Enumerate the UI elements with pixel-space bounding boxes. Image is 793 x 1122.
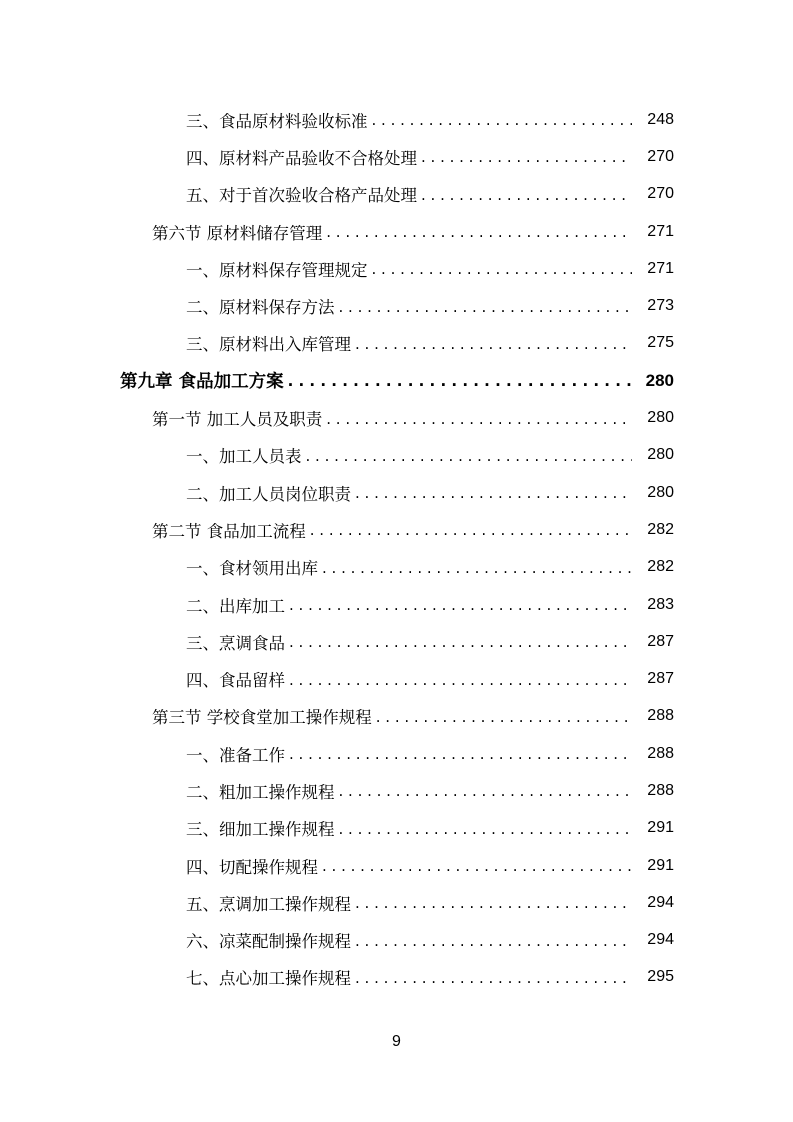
toc-entry-page: 295 xyxy=(647,968,674,986)
toc-entry-page: 273 xyxy=(647,297,674,315)
dot-leader xyxy=(310,523,632,538)
dot-leader xyxy=(372,262,633,277)
toc-entry-page: 280 xyxy=(647,483,674,501)
toc-entry[interactable] xyxy=(0,810,793,847)
table-of-contents xyxy=(0,101,793,996)
toc-entry-title: 一、原材料保存管理规定 xyxy=(186,260,368,280)
toc-entry-title: 二、原材料保存方法 xyxy=(186,298,335,318)
toc-entry-title: 第二节 食品加工流程 xyxy=(152,521,306,541)
toc-entry-title: 二、出库加工 xyxy=(186,596,285,616)
toc-entry[interactable] xyxy=(0,362,793,399)
toc-entry-page: 287 xyxy=(647,670,674,688)
toc-entry-title: 第三节 学校食堂加工操作规程 xyxy=(152,708,372,728)
toc-entry-title: 七、点心加工操作规程 xyxy=(186,969,351,989)
dot-leader xyxy=(421,188,632,203)
toc-entry-page: 280 xyxy=(647,446,674,464)
toc-entry-page: 291 xyxy=(647,819,674,837)
toc-entry-title: 四、切配操作规程 xyxy=(186,857,318,877)
toc-entry[interactable] xyxy=(0,101,793,138)
toc-entry[interactable] xyxy=(0,213,793,250)
toc-entry-page: 271 xyxy=(647,222,674,240)
toc-entry[interactable] xyxy=(0,399,793,436)
toc-entry-page: 288 xyxy=(647,781,674,799)
toc-entry[interactable] xyxy=(0,437,793,474)
toc-entry-title: 第九章 食品加工方案 xyxy=(120,372,284,393)
toc-entry[interactable] xyxy=(0,922,793,959)
toc-entry-title: 五、对于首次验收合格产品处理 xyxy=(186,186,417,206)
toc-entry[interactable] xyxy=(0,772,793,809)
toc-entry-title: 四、原材料产品验收不合格处理 xyxy=(186,148,417,168)
dot-leader xyxy=(339,822,633,837)
dot-leader xyxy=(322,859,632,874)
toc-entry[interactable] xyxy=(0,250,793,287)
toc-entry-page: 291 xyxy=(647,856,674,874)
dot-leader xyxy=(355,896,632,911)
dot-leader xyxy=(326,225,632,240)
toc-entry[interactable] xyxy=(0,660,793,697)
dot-leader xyxy=(376,710,632,725)
toc-entry-title: 一、准备工作 xyxy=(186,745,285,765)
toc-entry[interactable] xyxy=(0,474,793,511)
dot-leader xyxy=(289,635,632,650)
toc-entry-page: 248 xyxy=(647,110,674,128)
toc-entry-title: 三、食品原材料验收标准 xyxy=(186,111,368,131)
toc-entry-page: 270 xyxy=(647,185,674,203)
toc-entry-title: 第六节 原材料储存管理 xyxy=(152,223,323,243)
toc-entry-title: 六、凉菜配制操作规程 xyxy=(186,932,351,952)
toc-entry[interactable] xyxy=(0,287,793,324)
toc-entry-page: 294 xyxy=(647,893,674,911)
dot-leader xyxy=(355,971,632,986)
toc-entry-title: 一、食材领用出库 xyxy=(186,559,318,579)
toc-entry-page: 271 xyxy=(647,259,674,277)
dot-leader xyxy=(339,784,633,799)
toc-entry[interactable] xyxy=(0,847,793,884)
toc-entry[interactable] xyxy=(0,176,793,213)
dot-leader xyxy=(289,673,632,688)
dot-leader xyxy=(322,561,632,576)
toc-entry[interactable] xyxy=(0,325,793,362)
toc-entry-title: 二、加工人员岗位职责 xyxy=(186,484,351,504)
toc-entry-page: 287 xyxy=(647,632,674,650)
toc-entry-title: 四、食品留样 xyxy=(186,671,285,691)
dot-leader xyxy=(288,374,632,389)
toc-entry-title: 五、烹调加工操作规程 xyxy=(186,894,351,914)
toc-entry-page: 288 xyxy=(647,707,674,725)
dot-leader xyxy=(306,449,633,464)
toc-entry-page: 282 xyxy=(647,558,674,576)
toc-entry[interactable] xyxy=(0,735,793,772)
dot-leader xyxy=(421,150,632,165)
toc-entry-page: 294 xyxy=(647,931,674,949)
toc-entry-page: 288 xyxy=(647,744,674,762)
dot-leader xyxy=(355,337,632,352)
toc-entry-page: 275 xyxy=(647,334,674,352)
toc-entry-page: 280 xyxy=(645,370,674,390)
toc-entry[interactable] xyxy=(0,511,793,548)
dot-leader xyxy=(339,300,633,315)
toc-entry[interactable] xyxy=(0,959,793,996)
toc-entry-title: 三、烹调食品 xyxy=(186,633,285,653)
toc-entry-page: 282 xyxy=(647,520,674,538)
toc-entry-title: 第一节 加工人员及职责 xyxy=(152,410,323,430)
toc-entry[interactable] xyxy=(0,884,793,921)
toc-entry-page: 283 xyxy=(647,595,674,613)
toc-entry-title: 三、细加工操作规程 xyxy=(186,820,335,840)
toc-entry[interactable] xyxy=(0,549,793,586)
toc-entry-page: 280 xyxy=(647,409,674,427)
dot-leader xyxy=(289,747,632,762)
toc-entry-title: 一、加工人员表 xyxy=(186,447,302,467)
dot-leader xyxy=(326,412,632,427)
dot-leader xyxy=(355,486,632,501)
dot-leader xyxy=(372,113,633,128)
toc-entry-title: 二、粗加工操作规程 xyxy=(186,782,335,802)
toc-entry[interactable] xyxy=(0,698,793,735)
page-number: 9 xyxy=(392,1033,401,1050)
dot-leader xyxy=(289,598,632,613)
toc-entry-page: 270 xyxy=(647,147,674,165)
dot-leader xyxy=(355,934,632,949)
toc-entry[interactable] xyxy=(0,623,793,660)
toc-entry[interactable] xyxy=(0,586,793,623)
toc-entry-title: 三、原材料出入库管理 xyxy=(186,335,351,355)
toc-entry[interactable] xyxy=(0,138,793,175)
